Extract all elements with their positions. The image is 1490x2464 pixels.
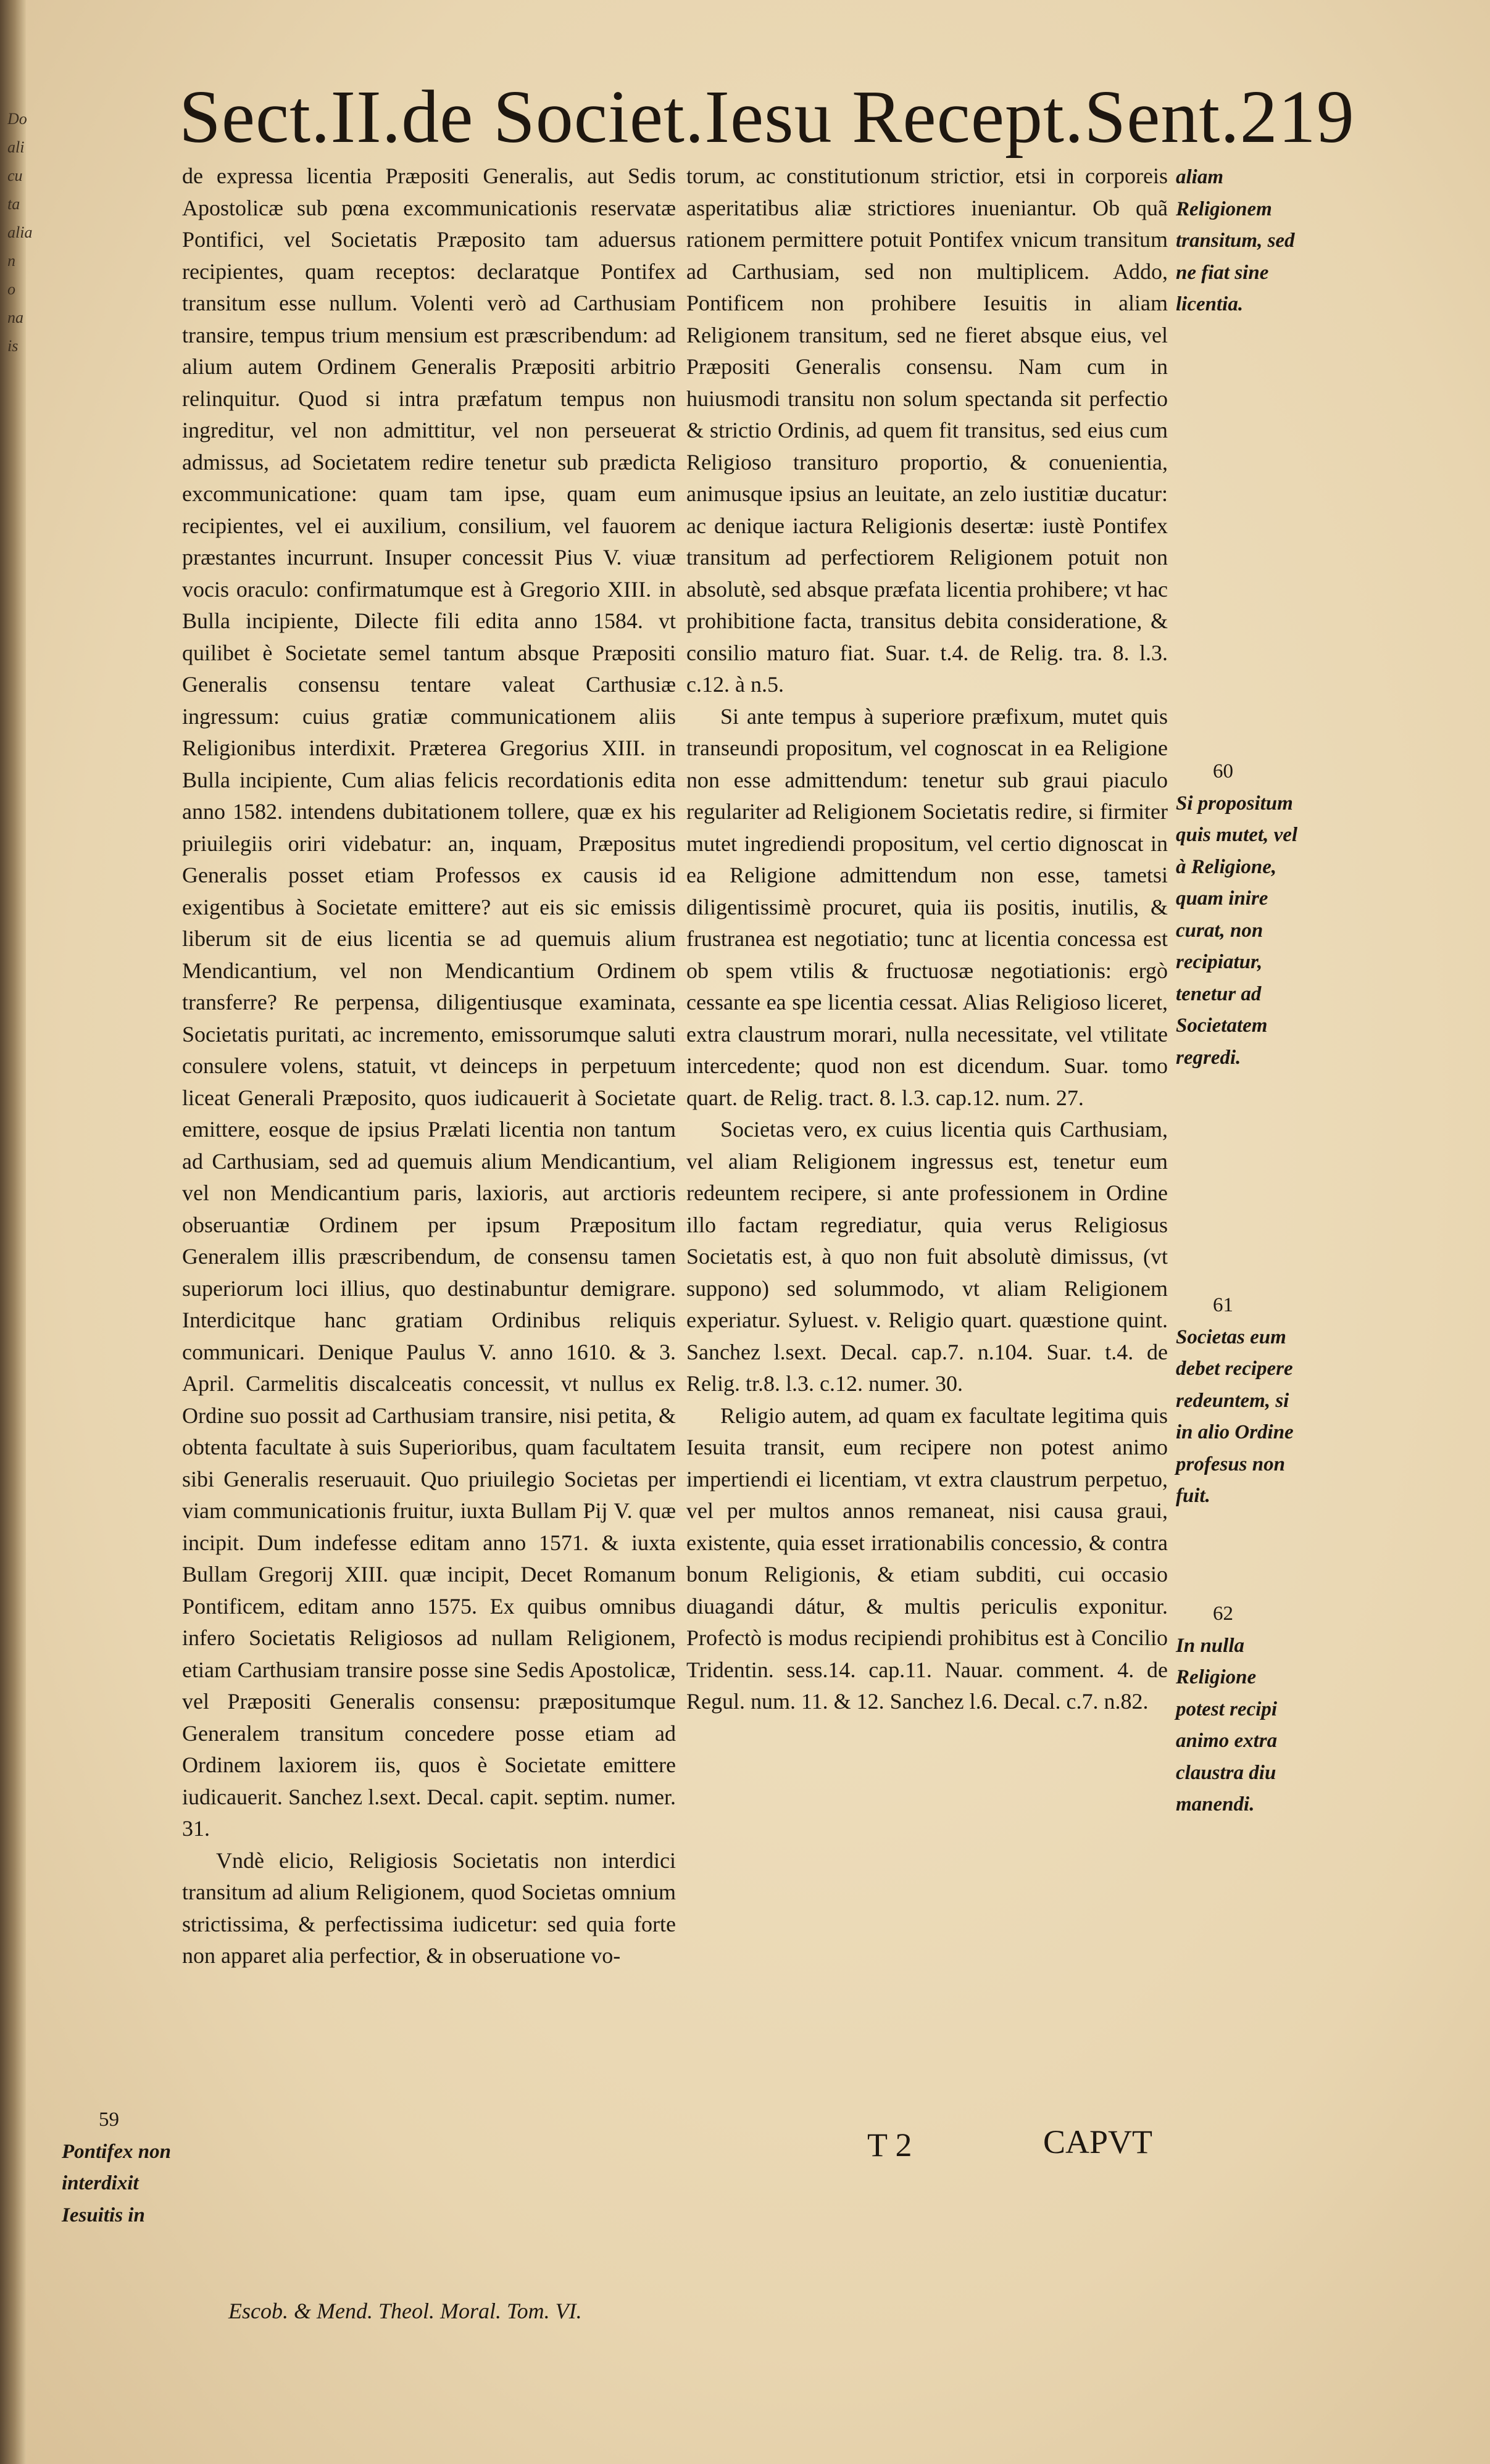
paragraph: Vndè elicio, Religiosis Societatis non interdici transitum ad alium Religionem, quod Societas omnium strictissima, & perfectissima iudicetur: sed quia forte non apparet alia perfectior, & in obseruatione vo- (182, 1848, 676, 1968)
left-margin-note (62, 2104, 179, 2231)
section-number: 61 (1213, 1294, 1233, 1316)
scrap-line: o (7, 280, 15, 298)
margin-note-text: Societas eum debet recipere redeuntem, si in alio Ordine profesus non fuit. (1176, 1325, 1294, 1507)
scrap-line: ta (7, 195, 20, 213)
paragraph: Religio autem, ad quam ex facultate legitima quis Iesuita transit, eum recipere non potest animo impertiendi ei licentiam, vt extra claustrum perpetuo, vel per multos annos remaneat, nisi causa graui, existente, quia esset irrationabilis concessio, & contra bonum Religionis, & etiam subditi, cui occasio diuagandi dátur, & multis periculis exponitur. Profectò is modus recipiendi prohibitus est à Concilio Tridentin. sess.14. cap.11. Nauar. comment. 4. de Regul. num. 11. & 12. Sanchez l.6. Decal. c.7. n.82. (686, 1403, 1168, 1714)
section-number: 60 (1213, 760, 1233, 782)
signature-mark: T 2 (867, 2126, 912, 2163)
running-header: Sect.II.de Societ.Iesu Recept.Sent.219 (179, 75, 1355, 159)
section-number: 59 (99, 2109, 119, 2131)
catchword: CAPVT (1043, 2123, 1153, 2160)
adjacent-page-fragment (7, 105, 36, 426)
margin-note-text: In nulla Religione potest recipi animo extra claustra diu manendi. (1176, 1634, 1278, 1815)
paragraph: Societas vero, ex cuius licentia quis Carthusiam, vel aliam Religionem ingressus est, tenetur eum redeuntem recipere, si ante professionem in Ordine illo factam regrediatur, quia verus Religiosus Societatis est, à quo non fuit absolutè dimissus, (vt suppono) sed solummodo, vt aliam Religionem experiatur. Syluest. v. Religio quart. quæstione quint. Sanchez l.sext. Decal. cap.7. n.104. Suar. t.4. de Relig. tr.8. l.3. c.12. numer. 30. (686, 1117, 1168, 1396)
margin-note-text: Pontifex non interdixit Iesuitis in (62, 2140, 171, 2226)
scrap-line: Do (7, 110, 27, 128)
scrap-line: na (7, 309, 23, 326)
scrap-line: ali (7, 138, 25, 156)
right-text-column (686, 160, 1168, 1718)
margin-note-text: aliam Religionem transitum, sed ne fiat sine licentia. (1176, 166, 1295, 315)
right-margin-note (1176, 756, 1309, 1074)
scrap-line: alia (7, 223, 33, 241)
paragraph: torum, ac constitutionum strictior, etsi in corporeis asperitatibus aliæ strictiores inueniantur. Ob quã rationem permittere potuit Pontifex vnicum transitum ad Carthusiam, sed non multiplicem. Addo, Pontificem non prohibere Iesuitis in aliam Religionem transitum, sed ne fieret absque eius, vel Præpositi Generalis consensu. Nam cum in huiusmodi transitu non solum spectanda sit perfectio & strictio Ordinis, ad quem fit transitus, sed eius cum Religioso transituro proportio, & conuenientia, animusque ipsius an leuitate, an zelo iustitiæ ducatur: ac denique iactura Religionis desertæ: iustè Pontifex transitum ad perfectiorem Religionem potuit non absolutè, sed absque præfata licentia prohibere; vt hac prohibitione facta, transitus debita consideratione, & consilio maturo fiat. Suar. t.4. de Relig. tra. 8. l.3. c.12. à n.5. (686, 164, 1168, 697)
right-margin-note (1176, 1598, 1309, 1821)
scrap-line: n (7, 252, 15, 270)
scrap-line: is (7, 337, 19, 355)
section-number: 62 (1213, 1603, 1233, 1625)
margin-note-text: Si propositum quis mutet, vel à Religione, quam inire curat, non recipiatur, tenetur ad Societatem regredi. (1176, 792, 1298, 1069)
footer-signature-line: Escob. & Mend. Theol. Moral. Tom. VI. (228, 2299, 582, 2323)
paragraph: Si ante tempus à superiore præfixum, mutet quis transeundi propositum, vel cognoscat in ea Religione non esse admittendum: tenetur sub graui piaculo regulariter ad Religionem Societatis redire, si firmiter mutet ingrediendi propositum, vel certio dignoscat in ea Religione admittendum non esse, tametsi diligentissimè procuret, quia iis positis, inutilis, & frustranea est negotiatio; tunc at licentia concessa est ob spem vtilis & fructuosæ negotiationis: ergò cessante ea spe licentia cessat. Alias Religioso liceret, extra claustrum morari, nulla necessitate, vel vtilitate intercedente; quod non est dicendum. Suar. tomo quart. de Relig. tract. 8. l.3. cap.12. num. 27. (686, 703, 1168, 1110)
scrap-line: cu (7, 167, 23, 185)
left-text-column (182, 160, 676, 1972)
paragraph: de expressa licentia Præpositi Generalis, aut Sedis Apostolicæ sub pœna excommunicationis reservatæ Pontifici, vel Societatis Præposito tam aduersus recipientes, quam receptos: declaratque Pontifex transitum esse nullum. Volenti verò ad Carthusiam transire, tempus trium mensium est præscribendum: ad alium autem Ordinem Generalis Præpositi arbitrio relinquitur. Quod si intra præfatum tempus non ingreditur, vel non admittitur, vel non perseuerat admissus, ad Societatem redire tenetur sub prædicta excommunicatione: quam tam ipse, quam eum recipientes, vel ei auxilium, consilium, vel fauorem præstantes incurrunt. Insuper concessit Pius V. viuæ vocis oraculo: confirmatumque est à Gregorio XIII. in Bulla incipiente, Dilecte fili edita anno 1584. vt quilibet è Societate semel tantum absque Præpositi Generalis consensu tentare valeat Carthusiæ ingressum: cuius gratiæ communicationem aliis Religionibus interdixit. Præterea Gregorius XIII. in Bulla incipiente, Cum alias felicis recordationis edita anno 1582. intendens dubitationem tollere, quæ ex his priuilegiis oriri videbatur: an, inquam, Præpositus Generalis posset etiam Professos ex causis id exigentibus à Societate emittere? aut eis sic emissis liberum sit de eius licentia se ad quemuis alium Mendicantium, vel non Mendicantium Ordinem transferre? Re perpensa, diligentiusque examinata, Societatis puritati, ac incremento, emissorumque saluti consulere volens, statuit, vt deinceps in perpetuum liceat Generali Præposito, quos iudicauerit à Societate emittere, eosque de ipsius Prælati licentia non tantum ad Carthusiam, sed ad quemuis alium Mendicantium, vel non Mendicantium paris, laxioris, aut arctioris obseruantiæ Ordinem per ipsum Præpositum Generalem illis præscribendum, de consensu tamen superiorum loci illius, quo destinabuntur demigrare. Interdicitque hanc gratiam Ordinibus reliquis communicari. Denique Paulus V. anno 1610. & 3. April. Carmelitis discalceatis concessit, vt nullus ex Ordine suo possit ad Carthusiam transire, nisi petita, & obtenta facultate à suis Superioribus, quam facultatem sibi Generalis reseruauit. Quo priuilegio Societas per viam communicationis fruitur, iuxta Bullam Pij V. quæ incipit. Dum indefesse editam anno 1571. & iuxta Bullam Gregorij XIII. quæ incipit, Decet Romanum Pontificem, editam anno 1575. Ex quibus omnibus infero Societatis Religiosos ad nullam Religionem, etiam Carthusiam transire posse sine Sedis Apostolicæ, vel Præpositi Generalis consensu: præpositumque Generalem transitum concedere posse etiam ad Ordinem laxiorem iis, quos è Societate emittere iudicauerit. Sanchez l.sext. Decal. capit. septim. numer. 31. (182, 164, 676, 1841)
right-margin-note (1176, 1290, 1309, 1512)
right-margin-note (1176, 162, 1309, 321)
